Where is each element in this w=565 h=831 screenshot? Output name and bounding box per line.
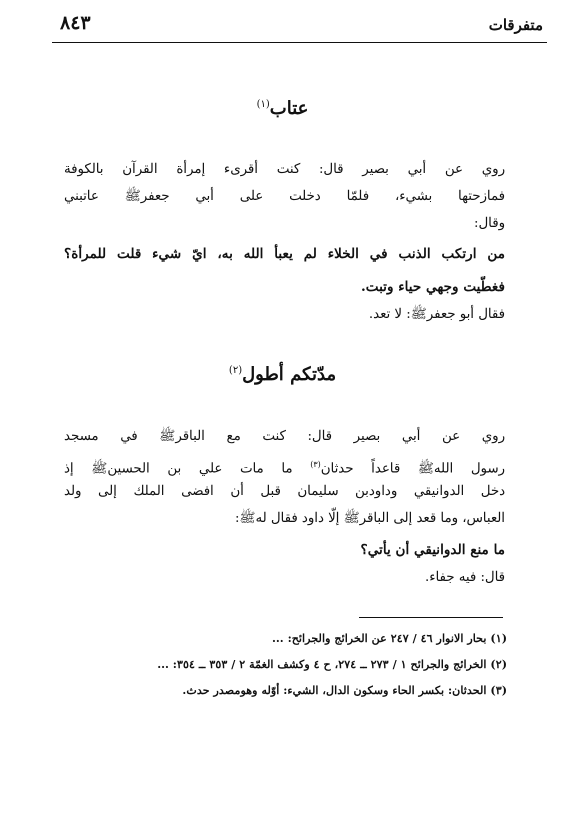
section-heading-muddatukum <box>80 364 485 385</box>
footnote: (١) بحار الانوار ٤٦ / ٢٤٧ عن الخرائج والجرائح: ... <box>272 631 507 645</box>
text-line: وقال: <box>474 216 505 231</box>
text-line: فمازحتها بشيء، فلمّا دخلت على أبي جعفرﷺ عاتبني <box>64 189 505 204</box>
footnote-marker: (٣) <box>310 460 321 469</box>
section-heading-itab <box>80 98 485 119</box>
text-line: فغطّيت وجهي حياء وتبت. <box>361 279 505 295</box>
text-line: قال: فيه جفاء. <box>425 570 505 585</box>
text-line: روي عن أبي بصير قال: كنت مع الباقرﷺ في مسجد <box>64 429 505 444</box>
text-line: من ارتكب الذنب في الخلاء لم يعبأ الله به، ايّ شيء قلت للمرأة؟ <box>64 246 505 262</box>
text-line: ما منع الدوانيقي أن يأتي؟ <box>360 542 505 558</box>
text-segment: ما مات علي بن الحسينﷺ إذ <box>64 461 293 477</box>
text-line: دخل الدوانيقي وداودبن سليمان قبل أن افضى الملك إلى ولد <box>64 484 505 499</box>
footnote-divider <box>359 617 503 618</box>
text-line: العباس، وما قعد إلى الباقرﷺ إلّا داود فقال لهﷺ: <box>234 511 505 526</box>
text-line: روي عن أبي بصير قال: كنت أقرىء إمرأة القرآن بالكوفة <box>64 162 505 177</box>
footnote: (٣) الحدثان: بكسر الحاء وسكون الدال، الشيء: أوّله وهومصدر حدث. <box>182 683 507 697</box>
footnote-marker: (١) <box>256 99 270 110</box>
text-line <box>64 455 505 479</box>
text-line: فقال أبو جعفرﷺ: لا تعد. <box>368 307 505 322</box>
page-number: ٨٤٣ <box>60 12 91 34</box>
header-divider <box>52 42 547 43</box>
text-segment: رسول اللهﷺ قاعداً حدثان <box>320 461 505 477</box>
footnote-marker: (٢) <box>228 365 243 376</box>
running-header-title: متفرقات <box>488 16 543 34</box>
footnote: (٢) الخرائج والجرائح ١ / ٢٧٣ ــ ٢٧٤، ح ٤ وكشف الغمّة ٢ / ٣٥٣ ــ ٣٥٤: ... <box>157 657 507 671</box>
section-heading-text: عتاب <box>269 98 309 119</box>
section-heading-text: مدّتكم أطول <box>242 364 337 385</box>
